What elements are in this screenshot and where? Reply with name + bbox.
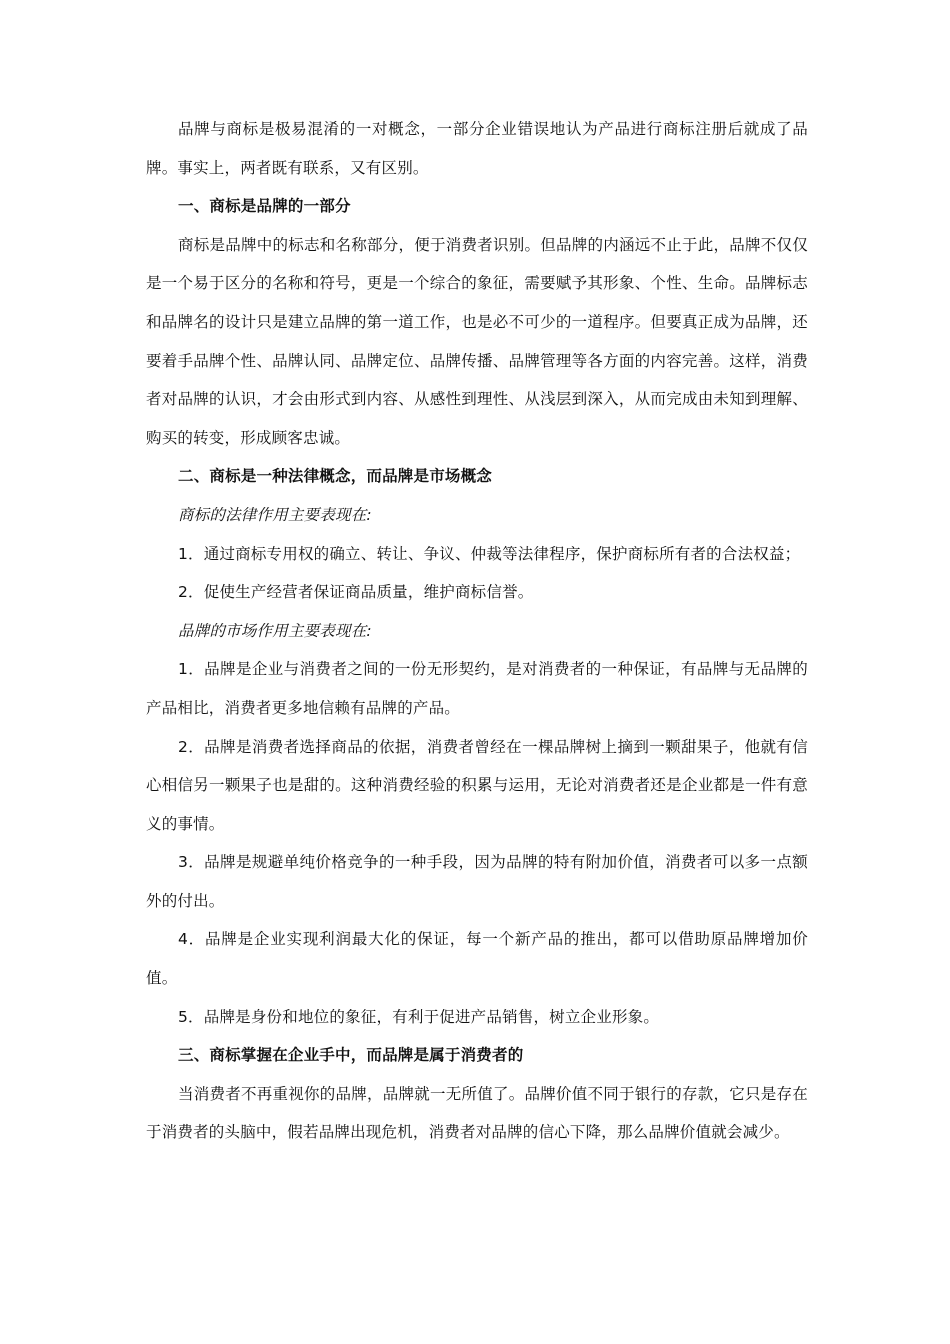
- section-3-heading: 三、商标掌握在企业手中，而品牌是属于消费者的: [178, 1046, 524, 1065]
- market-item: 1．品牌是企业与消费者之间的一份无形契约，是对消费者的一种保证，有品牌与无品牌的产品相比，消费者更多地信赖有品牌的产品。: [146, 660, 808, 717]
- legal-item: 2．促使生产经营者保证商品质量，维护商标信誉。: [178, 583, 534, 602]
- market-role-intro: 品牌的市场作用主要表现在:: [178, 621, 372, 640]
- market-item: 5．品牌是身份和地位的象征，有利于促进产品销售，树立企业形象。: [178, 1007, 660, 1026]
- market-item: 4．品牌是企业实现利润最大化的保证，每一个新产品的推出，都可以借助原品牌增加价值。: [146, 930, 808, 988]
- legal-role-intro: 商标的法律作用主要表现在:: [178, 505, 372, 524]
- document-page: [146, 110, 808, 1152]
- section-2-heading: 二、商标是一种法律概念，而品牌是市场概念: [178, 467, 493, 486]
- legal-item: 1．通过商标专用权的确立、转让、争议、仲裁等法律程序，保护商标所有者的合法权益；: [178, 544, 801, 563]
- section-1-heading: 一、商标是品牌的一部分: [178, 197, 351, 216]
- section-1-body: 商标是品牌中的标志和名称部分，便于消费者识别。但品牌的内涵远不止于此，品牌不仅仅是一个易于区分的名称和符号，更是一个综合的象征，需要赋予其形象、个性、生命。品牌标志和品牌名的设计只是建立品牌的第一道工作，也是必不可少的一道程序。但要真正成为品牌，还要着手品牌个性、品牌认同、品牌定位、品牌传播、品牌管理等各方面的内容完善。这样，消费者对品牌的认识，才会由形式到内容、从感性到理性、从浅层到深入，从而完成由未知到理解、购买的转变，形成顾客忠诚。: [146, 235, 808, 447]
- market-item: 2．品牌是消费者选择商品的依据，消费者曾经在一棵品牌树上摘到一颗甜果子，他就有信心相信另一颗果子也是甜的。这种消费经验的积累与运用，无论对消费者还是企业都是一件有意义的事情。: [146, 737, 808, 833]
- intro-paragraph: 品牌与商标是极易混淆的一对概念，一部分企业错误地认为产品进行商标注册后就成了品牌。事实上，两者既有联系，又有区别。: [146, 120, 808, 177]
- section-3-body: 当消费者不再重视你的品牌，品牌就一无所值了。品牌价值不同于银行的存款，它只是存在于消费者的头脑中，假若品牌出现危机，消费者对品牌的信心下降，那么品牌价值就会减少。: [146, 1084, 808, 1142]
- market-item: 3．品牌是规避单纯价格竞争的一种手段，因为品牌的特有附加价值，消费者可以多一点额外的付出。: [146, 853, 808, 910]
